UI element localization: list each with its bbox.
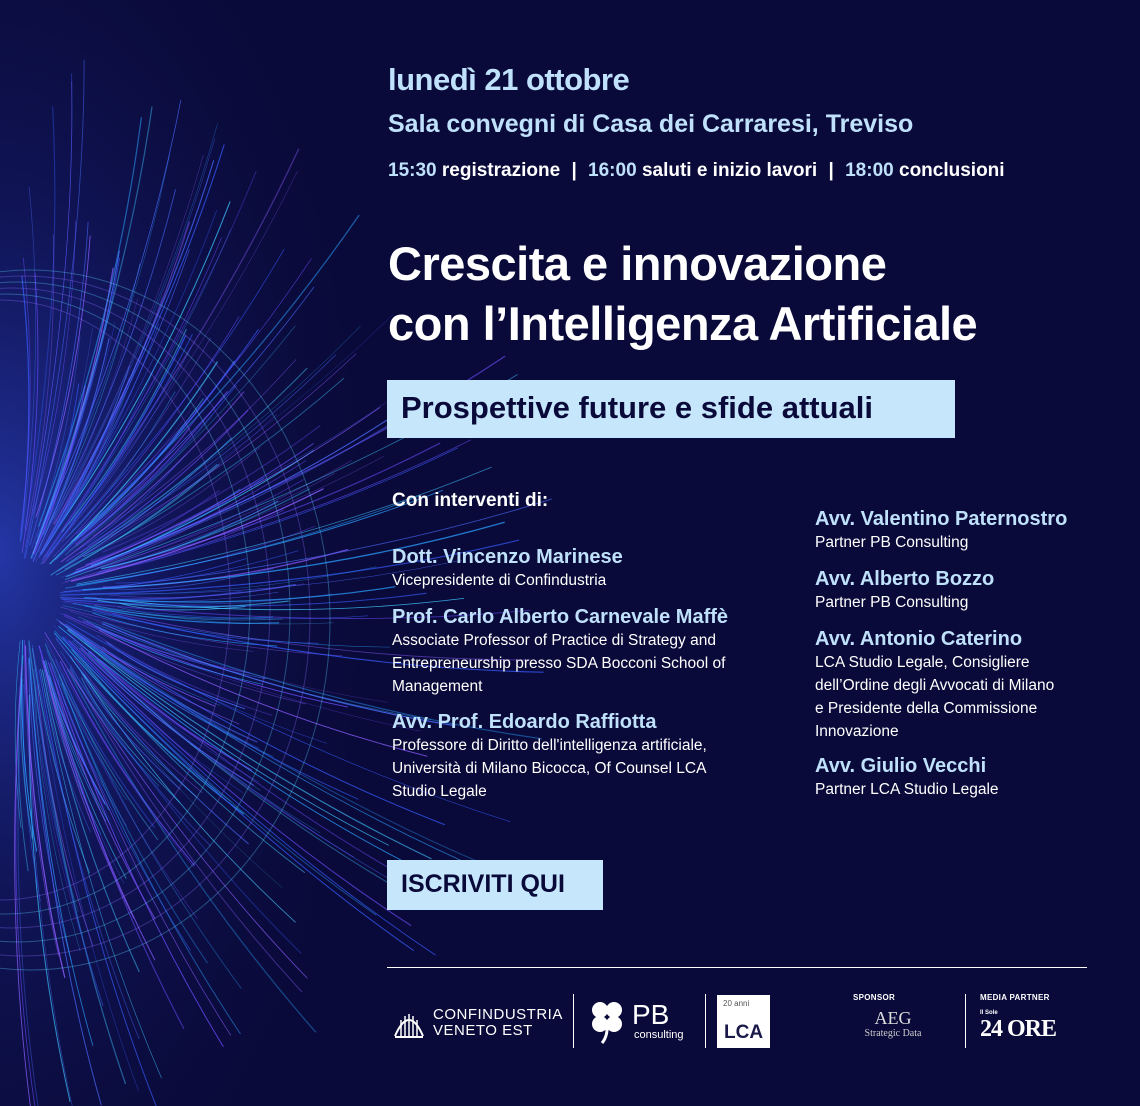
speaker-caterino (815, 627, 1054, 743)
speaker-paternostro (815, 507, 1067, 554)
confindustria-logo (433, 1007, 563, 1039)
aeg-logo-sub: Strategic Data (864, 1028, 922, 1039)
media-partner-label: MEDIA PARTNER (980, 993, 1050, 1002)
speaker-role-line: dell’Ordine degli Avvocati di Milano (815, 677, 1055, 694)
footer-separator (705, 994, 706, 1048)
speaker-role-line: LCA Studio Legale, Consigliere (815, 654, 1030, 671)
speaker-name: Avv. Giulio Vecchi (815, 755, 987, 777)
speaker-role-line: Università di Milano Bicocca, Of Counsel LCA (392, 760, 707, 777)
pb-logo-sub: consulting (634, 1029, 684, 1041)
speaker-role-line: Entrepreneurship presso SDA Bocconi School of (392, 655, 726, 672)
confindustria-logo-icon (392, 1006, 426, 1040)
schedule-separator: | (828, 160, 834, 181)
sole-24-ore-logo (980, 1010, 1056, 1041)
schedule-separator: | (571, 160, 577, 181)
speaker-role-line: Associate Professor of Practice di Strategy and (392, 632, 716, 649)
schedule-label-1: registrazione (441, 160, 561, 181)
register-button[interactable]: ISCRIVITI QUI (387, 860, 603, 910)
clover-icon (588, 1000, 626, 1044)
speaker-role: Partner PB Consulting (815, 594, 969, 611)
pb-logo-text: PB (632, 999, 670, 1030)
speakers-heading: Con interventi di: (392, 490, 549, 511)
sole-big-text: 24 ORE (980, 1016, 1057, 1042)
pb-consulting-logo (632, 1001, 684, 1041)
schedule-label-2: saluti e inizio lavori (641, 160, 818, 181)
event-title-line-2: con l’Intelligenza Artificiale (388, 297, 978, 350)
speaker-role-line: Studio Legale (392, 783, 487, 800)
event-subtitle: Prospettive future e sfide attuali (387, 380, 955, 438)
speaker-name: Avv. Alberto Bozzo (815, 568, 995, 590)
speaker-vecchi (815, 754, 999, 801)
speaker-raffiotta (392, 710, 707, 803)
lca-badge: 20 anni (723, 999, 750, 1008)
sponsor-label: SPONSOR (853, 993, 896, 1002)
speaker-bozzo (815, 567, 994, 614)
speaker-name: Avv. Valentino Paternostro (815, 508, 1068, 530)
speaker-role-line: e Presidente della Commissione (815, 700, 1038, 717)
speaker-role-line: Innovazione (815, 723, 899, 740)
confindustria-line-1: CONFINDUSTRIA (433, 1006, 563, 1023)
aeg-logo (853, 1008, 933, 1040)
speaker-name: Dott. Vincenzo Marinese (392, 546, 623, 568)
schedule-time-1: 15:30 (388, 160, 437, 181)
lca-text: LCA (724, 1022, 764, 1043)
schedule-time-3: 18:00 (845, 160, 894, 181)
event-venue: Sala convegni di Casa dei Carraresi, Treviso (388, 110, 914, 138)
schedule-label-3: conclusioni (899, 160, 1005, 181)
footer-separator (573, 994, 574, 1048)
speaker-marinese (392, 545, 623, 592)
speaker-name: Prof. Carlo Alberto Carnevale Maffè (392, 606, 729, 628)
speaker-carnevale-maffe (392, 605, 728, 698)
sole-small-text: Il Sole (980, 1010, 998, 1016)
lca-logo (717, 995, 770, 1048)
speaker-role: Vicepresidente di Confindustria (392, 572, 607, 589)
speaker-role: Partner LCA Studio Legale (815, 781, 999, 798)
event-date: lunedì 21 ottobre (388, 62, 630, 97)
speaker-name: Avv. Prof. Edoardo Raffiotta (392, 711, 657, 733)
confindustria-line-2: VENETO EST (433, 1022, 533, 1039)
speaker-role-line: Professore di Diritto dell'intelligenza artificiale, (392, 737, 707, 754)
schedule-time-2: 16:00 (588, 160, 637, 181)
speaker-role: Partner PB Consulting (815, 534, 969, 551)
speaker-name: Avv. Antonio Caterino (815, 628, 1023, 650)
speaker-role-line: Management (392, 678, 483, 695)
footer-divider (387, 967, 1087, 968)
footer-separator (965, 994, 966, 1048)
event-title (388, 234, 977, 354)
aeg-logo-text: AEG (874, 1008, 912, 1028)
event-title-line-1: Crescita e innovazione (388, 237, 887, 290)
event-schedule (388, 160, 1005, 182)
